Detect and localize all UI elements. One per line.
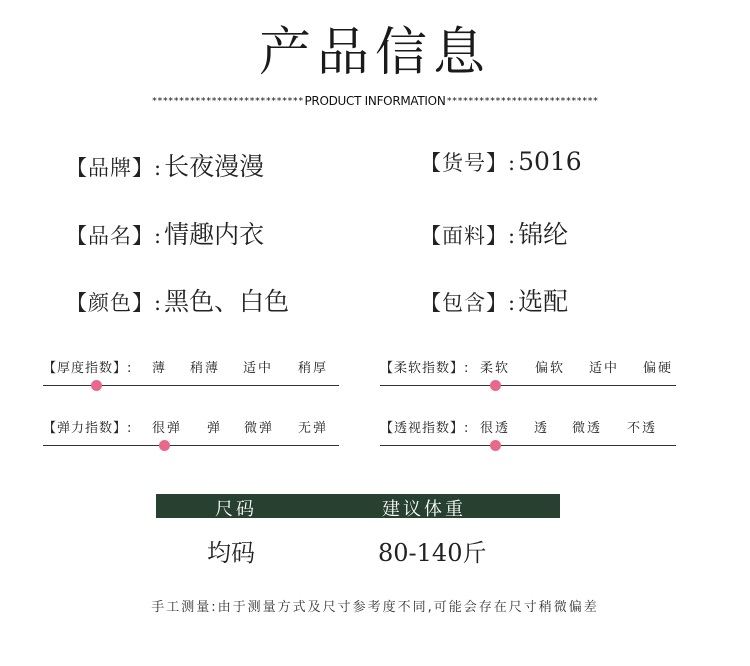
weight-value: 80-140斤 — [378, 539, 487, 567]
scale-option: 透 — [534, 421, 550, 436]
scale-option: 无弹 — [298, 421, 329, 436]
scale-option: 柔软 — [480, 361, 511, 376]
scale-option: 适中 — [589, 361, 620, 376]
scale-line — [380, 385, 676, 386]
scale-softness — [380, 357, 676, 397]
info-value: 情趣内衣 — [164, 220, 265, 249]
scale-marker — [91, 380, 102, 391]
scale-option: 微透 — [572, 421, 603, 436]
info-value: 选配 — [518, 287, 569, 316]
info-item-fabric — [420, 215, 568, 251]
scale-line — [43, 445, 339, 446]
scale-elasticity — [43, 417, 339, 457]
info-value: 黑色、白色 — [164, 287, 290, 316]
measurement-note: 手工测量:由于测量方式及尺寸参考度不同,可能会存在尺寸稍微偏差 — [151, 600, 599, 615]
scale-option: 很弹 — [152, 421, 183, 436]
scale-line — [43, 385, 339, 386]
scale-option: 薄 — [152, 361, 168, 376]
size-table-header — [156, 494, 560, 518]
scale-marker — [159, 440, 170, 451]
size-header-weight: 建议体重 — [382, 499, 466, 520]
info-item-sku — [420, 147, 582, 177]
size-value: 均码 — [207, 539, 255, 567]
subtitle — [128, 94, 622, 108]
scale-label: 【厚度指数】: — [43, 361, 133, 376]
scale-option: 稍薄 — [190, 361, 221, 376]
info-item-name — [66, 215, 264, 251]
info-value: 长夜漫漫 — [164, 152, 265, 181]
scale-label: 【弹力指数】: — [43, 421, 133, 436]
info-key: 【面料】: — [420, 224, 517, 248]
info-value: 5016 — [518, 147, 582, 176]
scale-option: 偏硬 — [643, 361, 674, 376]
info-item-brand — [66, 147, 264, 183]
scale-marker — [490, 440, 501, 451]
info-key: 【货号】: — [420, 151, 517, 175]
scale-option: 很透 — [480, 421, 511, 436]
size-header-size: 尺码 — [215, 499, 257, 520]
scale-option: 适中 — [243, 361, 274, 376]
scale-option: 稍厚 — [298, 361, 329, 376]
info-key: 【品名】: — [66, 224, 163, 248]
info-key: 【品牌】: — [66, 156, 163, 180]
scale-option: 微弹 — [244, 421, 275, 436]
page-title: 产品信息 — [258, 23, 491, 83]
scale-thickness — [43, 357, 339, 397]
info-key: 【包含】: — [420, 291, 517, 315]
scale-marker — [490, 380, 501, 391]
scale-option: 不透 — [627, 421, 658, 436]
scale-line — [380, 445, 676, 446]
subtitle-stars-left: **************************** — [151, 96, 304, 107]
info-value: 锦纶 — [518, 220, 569, 249]
info-key: 【颜色】: — [66, 291, 163, 315]
scale-option: 偏软 — [535, 361, 566, 376]
subtitle-text: PRODUCT INFORMATION — [304, 94, 446, 108]
info-item-includes — [420, 282, 568, 318]
scale-option: 弹 — [207, 421, 223, 436]
scale-label: 【透视指数】: — [380, 421, 470, 436]
subtitle-stars-right: **************************** — [446, 96, 599, 107]
scale-sheerness — [380, 417, 676, 457]
info-item-color — [66, 282, 289, 318]
scale-label: 【柔软指数】: — [380, 361, 470, 376]
